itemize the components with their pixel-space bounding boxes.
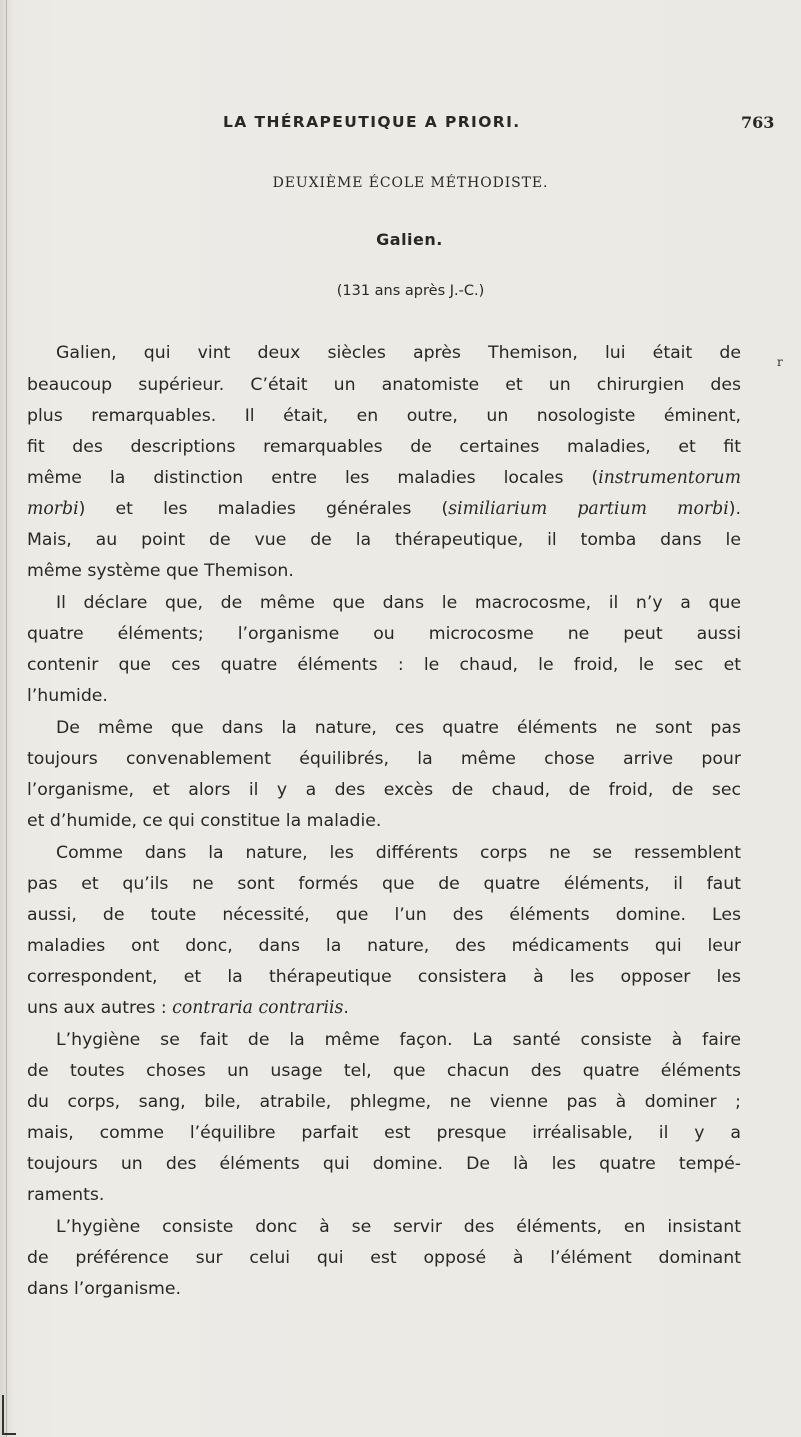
page-gutter	[6, 0, 7, 1437]
text-line: de préférence sur celui qui est opposé à l’élément dominant	[27, 1248, 741, 1268]
text-line: même système que Themison.	[27, 561, 294, 581]
text-line: l’humide.	[27, 686, 108, 706]
text-line: maladies ont donc, dans la nature, des médicaments qui leur	[27, 936, 741, 956]
text-line: et d’humide, ce qui constitue la maladie.	[27, 811, 382, 831]
text-line: fit des descriptions remarquables de certaines maladies, et fit	[27, 437, 741, 457]
text-line: Il déclare que, de même que dans le macrocosme, il n’y a que	[56, 593, 741, 613]
text-line: morbi) et les maladies générales (similiarium partium morbi).	[27, 499, 741, 519]
text-line: mais, comme l’équilibre parfait est presque irréalisable, il y a	[27, 1123, 741, 1143]
running-title: LA THÉRAPEUTIQUE A PRIORI.	[223, 113, 521, 131]
text-line: du corps, sang, bile, atrabile, phlegme, ne vienne pas à dominer ;	[27, 1092, 741, 1112]
text-line: dans l’organisme.	[27, 1279, 181, 1299]
text-line: Galien, qui vint deux siècles après Themison, lui était de	[56, 343, 741, 363]
text-line: Comme dans la nature, les différents corps ne se ressemblent	[56, 843, 741, 863]
margin-mark: r	[777, 355, 783, 369]
scan-corner-mark	[2, 1433, 16, 1435]
section-title: DEUXIÈME ÉCOLE MÉTHODISTE.	[272, 175, 549, 191]
text-line: toujours convenablement équilibrés, la même chose arrive pour	[27, 749, 741, 769]
text-line: raments.	[27, 1185, 105, 1205]
scan-corner-mark	[2, 1395, 4, 1435]
text-line: pas et qu’ils ne sont formés que de quatre éléments, il faut	[27, 874, 741, 894]
text-line: Mais, au point de vue de la thérapeutique, il tomba dans le	[27, 530, 741, 550]
text-line: toujours un des éléments qui domine. De là les quatre tempé-	[27, 1154, 741, 1174]
date-subtitle: (131 ans après J.-C.)	[336, 283, 485, 299]
text-line: aussi, de toute nécessité, que l’un des éléments domine. Les	[27, 905, 741, 925]
subsection-title: Galien.	[376, 230, 443, 249]
text-line: quatre éléments; l’organisme ou microcosme ne peut aussi	[27, 624, 741, 644]
text-line: De même que dans la nature, ces quatre éléments ne sont pas	[56, 718, 741, 738]
text-line: correspondent, et la thérapeutique consistera à les opposer les	[27, 967, 741, 987]
page-header	[0, 113, 801, 139]
text-line: uns aux autres : contraria contrariis.	[27, 998, 349, 1018]
text-line: beaucoup supérieur. C’était un anatomiste et un chirurgien des	[27, 375, 741, 395]
text-line: même la distinction entre les maladies locales (instrumentorum	[27, 468, 741, 488]
text-line: plus remarquables. Il était, en outre, un nosologiste éminent,	[27, 406, 741, 426]
text-line: contenir que ces quatre éléments : le chaud, le froid, le sec et	[27, 655, 741, 675]
text-line: de toutes choses un usage tel, que chacun des quatre éléments	[27, 1061, 741, 1081]
text-line: L’hygiène consiste donc à se servir des éléments, en insistant	[56, 1217, 741, 1237]
text-line: L’hygiène se fait de la même façon. La santé consiste à faire	[56, 1030, 741, 1050]
page-number: 763	[741, 113, 775, 132]
text-line: l’organisme, et alors il y a des excès de chaud, de froid, de sec	[27, 780, 741, 800]
